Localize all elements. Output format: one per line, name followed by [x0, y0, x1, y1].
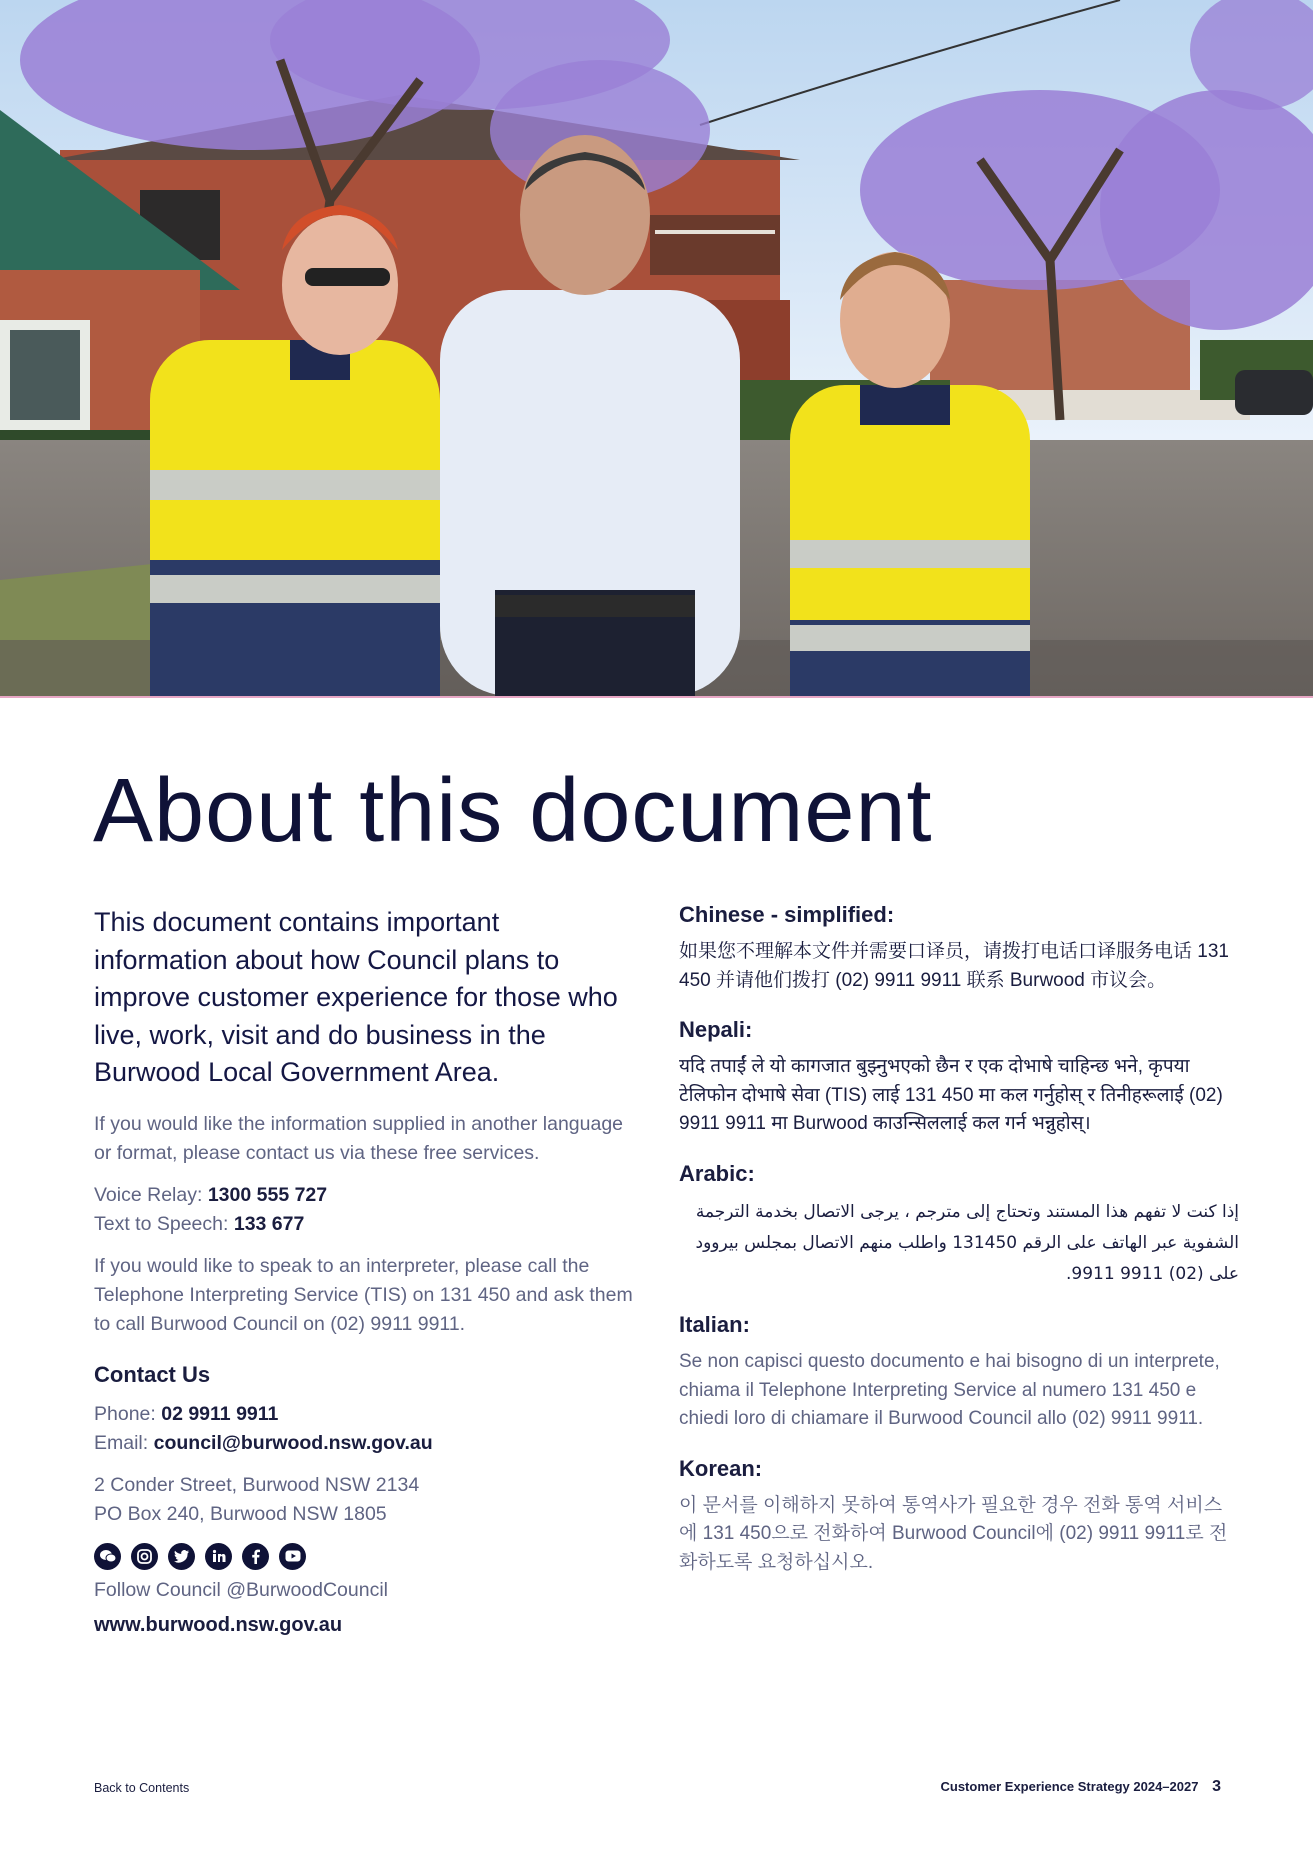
- language-text: 如果您不理解本文件并需要口译员，请拨打电话口译服务电话 131 450 并请他们拨打 (02) 9911 9911 联系 Burwood 市议会。: [679, 941, 1229, 991]
- tts-label: Text to Speech:: [94, 1212, 229, 1235]
- contact-heading: Contact Us: [94, 1362, 211, 1388]
- language-heading: Korean:: [679, 1455, 763, 1481]
- hero-photo: [0, 0, 1313, 698]
- facebook-icon[interactable]: [242, 1543, 269, 1570]
- phone-number[interactable]: 02 9911 9911: [161, 1403, 279, 1426]
- language-heading: Nepali:: [679, 1017, 753, 1043]
- instagram-icon[interactable]: [131, 1543, 158, 1570]
- language-heading: Chinese - simplified:: [679, 902, 895, 927]
- email-row: [94, 1429, 634, 1458]
- back-to-contents-link[interactable]: Back to Contents: [94, 1781, 190, 1795]
- language-text: यदि तपाईं ले यो कागजात बुझ्नुभएको छैन र एक दोभाषे चाहिन्छ भने, कृपया टेलिफोन दोभाषे सेवा (TIS) लाई 131 450 मा कल गर्नुहोस् र तिनीहरूलाई (02) 9911 9911 मा Burwood काउन्सिललाई कल गर्न भन्नुहोस्।: [679, 1056, 1223, 1135]
- footer-doc-title: Customer Experience Strategy 2024–2027: [940, 1779, 1199, 1794]
- language-text: إذا كنت لا تفهم هذا المستند وتحتاج إلى مترجم ، يرجى الاتصال بخدمة الترجمة الشفوية عبر الهاتف على الرقم 131450 واطلب منهم الاتصال بمجلس بيروود على (02) 9911 9911.: [695, 1201, 1239, 1284]
- follow-text: Follow Council @BurwoodCouncil: [94, 1578, 389, 1601]
- language-paragraph: If you would like the information supplied in another language or format, please contact us via these free services.: [94, 1112, 624, 1164]
- interpreter-paragraph: If you would like to speak to an interpreter, please call the Telephone Interpreting Service (TIS) on 131 450 and ask them to call Burwood Council on (02) 9911 9911.: [94, 1255, 633, 1335]
- email-link[interactable]: council@burwood.nsw.gov.au: [153, 1431, 433, 1454]
- language-korean: [679, 1456, 1239, 1578]
- language-text: Se non capisci questo documento e hai bisogno di un interprete, chiama il Telephone Interpreting Service al numero 131 450 e chiedi loro di chiamare il Burwood Council allo (02) 9911 9911.: [679, 1350, 1220, 1430]
- language-text: 이 문서를 이해하지 못하여 통역사가 필요한 경우 전화 통역 서비스에 131 450으로 전화하여 Burwood Council에 (02) 9911 9911로 전화하도록 요청하십시오.: [679, 1494, 1228, 1573]
- left-column: [94, 904, 634, 1637]
- tts-row: [94, 1210, 634, 1239]
- accessibility-services: [94, 1181, 634, 1238]
- street-address: 2 Conder Street, Burwood NSW 2134: [94, 1474, 420, 1497]
- contact-details: [94, 1400, 634, 1457]
- voice-relay-label: Voice Relay:: [94, 1184, 203, 1207]
- phone-row: [94, 1400, 634, 1429]
- email-label: Email:: [94, 1431, 149, 1454]
- postal-address: [94, 1471, 634, 1528]
- wechat-icon[interactable]: [94, 1543, 121, 1570]
- page-title: About this document: [93, 761, 933, 861]
- tts-number[interactable]: 133 677: [233, 1212, 305, 1235]
- voice-relay-row: [94, 1181, 634, 1210]
- language-italian: [679, 1312, 1239, 1434]
- twitter-icon[interactable]: [168, 1543, 195, 1570]
- language-nepali: [679, 1017, 1239, 1139]
- voice-relay-number[interactable]: 1300 555 727: [207, 1184, 328, 1207]
- website-link[interactable]: www.burwood.nsw.gov.au: [94, 1614, 343, 1637]
- phone-label: Phone:: [94, 1403, 156, 1426]
- social-icons: [94, 1543, 634, 1570]
- language-heading: Arabic:: [679, 1160, 755, 1186]
- footer-doc-info: [940, 1778, 1221, 1796]
- language-heading: Italian:: [679, 1311, 750, 1337]
- hero-illustration: [0, 0, 1313, 696]
- youtube-icon[interactable]: [279, 1543, 306, 1570]
- linkedin-icon[interactable]: [205, 1543, 232, 1570]
- language-chinese: [679, 902, 1239, 995]
- language-arabic: [679, 1161, 1239, 1290]
- page-number: 3: [1212, 1778, 1221, 1795]
- languages-column: [679, 902, 1239, 1600]
- lead-paragraph: This document contains important information about how Council plans to improve customer experience for those who live, work, visit and do business in the Burwood Local Government Area.: [94, 907, 618, 1088]
- po-box-address: PO Box 240, Burwood NSW 1805: [94, 1502, 387, 1525]
- parked-car: [1235, 370, 1313, 415]
